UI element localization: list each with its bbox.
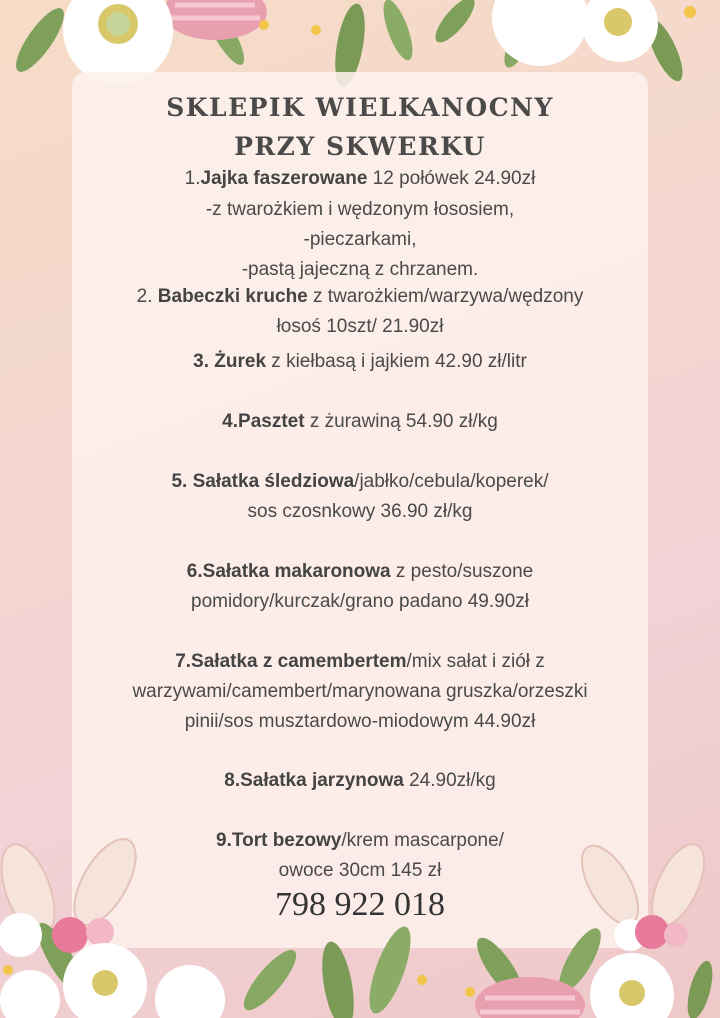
menu-item-9: 9.Tort bezowy/krem mascarpone/ (216, 830, 504, 851)
menu-item-2: 2. Babeczki kruche z twarożkiem/warzywa/wędzony (136, 286, 584, 307)
menu-item-2-line-2: łosoś 10szt/ 21.90zł (276, 316, 444, 337)
menu-item-5-line-2: sos czosnkowy 36.90 zł/kg (247, 501, 473, 522)
menu-item-5: 5. Sałatka śledziowa/jabłko/cebula/koperek/ (171, 471, 549, 492)
menu-item-1-option: -z twarożkiem i wędzonym łososiem, (205, 199, 515, 220)
menu-item-1-option: -pastą jajeczną z chrzanem. (241, 259, 479, 280)
page-title-line-1: SKLEPIK WIELKANOCNY (166, 93, 554, 122)
menu-item-1: 1.Jajka faszerowane 12 połówek 24.90zł (184, 168, 536, 189)
menu-item-7: 7.Sałatka z camembertem/mix sałat i ziół z (175, 651, 545, 672)
menu-item-4: 4.Pasztet z żurawiną 54.90 zł/kg (222, 411, 498, 432)
menu-item-9-line-2: owoce 30cm 145 zł (278, 860, 442, 881)
page-title-line-2: PRZY SKWERKU (234, 132, 486, 161)
bottom-floral-decoration (0, 840, 720, 1018)
phone-number: 798 922 018 (275, 886, 445, 923)
menu-item-6-line-2: pomidory/kurczak/grano padano 49.90zł (191, 591, 529, 612)
menu-item-8: 8.Sałatka jarzynowa 24.90zł/kg (224, 770, 496, 791)
menu-item-6: 6.Sałatka makaronowa z pesto/suszone (186, 561, 534, 582)
egg-icon (163, 0, 267, 40)
menu-item-7-line-2: warzywami/camembert/marynowana gruszka/orzeszki (132, 681, 588, 702)
menu-item-1-option: -pieczarkami, (303, 229, 417, 250)
menu-item-3: 3. Żurek z kiełbasą i jajkiem 42.90 zł/litr (193, 351, 527, 372)
menu-item-7-line-3: pinii/sos musztardowo-miodowym 44.90zł (184, 711, 536, 732)
